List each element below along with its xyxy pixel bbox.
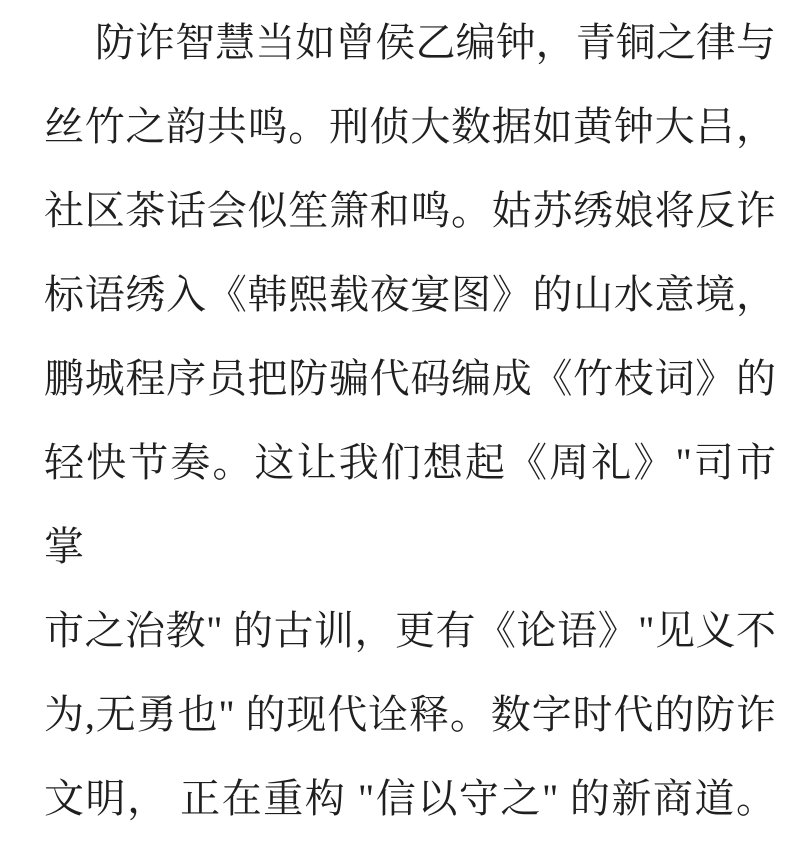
paragraph-line: 市之治教" 的古训，更有《论语》"见义不 xyxy=(44,608,776,653)
paragraph-line: 社区茶话会似笙箫和鸣。姑苏绣娘将反诈 xyxy=(44,188,776,233)
paragraph-line: 标语绣入《韩熙载夜宴图》的山水意境， xyxy=(44,272,776,317)
paragraph-line: 防诈智慧当如曾侯乙编钟，青铜之律与 xyxy=(95,20,776,65)
paragraph-line: 轻快节奏。这让我们想起《周礼》"司市掌 xyxy=(44,440,776,569)
paragraph-line: 鹏城程序员把防骗代码编成《竹枝词》的 xyxy=(44,356,776,401)
paragraph-line: 为,无勇也" 的现代诠释。数字时代的防诈 xyxy=(44,692,776,737)
paragraph-line: 丝竹之韵共鸣。刑侦大数据如黄钟大吕， xyxy=(44,104,776,149)
paragraph-line: 文明， 正在重构 "信以守之" 的新商道。 xyxy=(44,776,776,821)
